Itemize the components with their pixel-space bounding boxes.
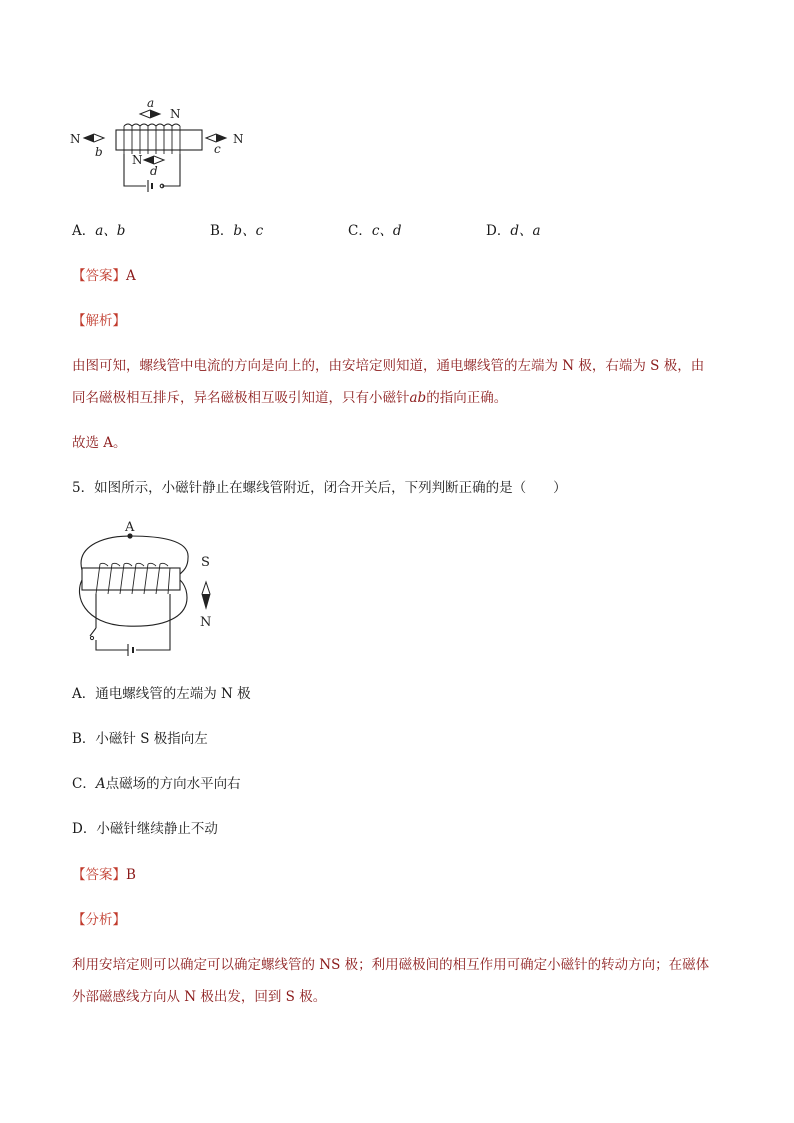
- switch-contact: [90, 636, 93, 639]
- label-d: d: [150, 164, 158, 178]
- compass-c: [206, 134, 226, 142]
- label-n: N: [200, 615, 212, 630]
- q5-analysis-tag: 【分析】: [72, 912, 126, 928]
- answer-tag: 【答案】: [72, 867, 126, 883]
- figure-solenoid-field: [70, 518, 230, 660]
- q5-answer: [72, 865, 136, 885]
- q4-option-b[interactable]: B．b、c: [210, 223, 264, 239]
- wire-right: [162, 154, 180, 186]
- q5-analysis-line1: 利用安培定则可以确定可以确定螺线管的 NS 极；利用磁极间的相互作用可确定小磁针的转动方向；在磁体: [72, 957, 710, 973]
- compass-b: [84, 134, 104, 142]
- label-n-left: N: [70, 132, 81, 146]
- label-n-top: N: [170, 107, 181, 121]
- answer-value: B: [126, 867, 136, 883]
- label-c: c: [214, 142, 221, 156]
- q4-option-a[interactable]: A．a、b: [72, 223, 126, 239]
- q5-option-b[interactable]: B．小磁针 S 极指向左: [72, 731, 208, 747]
- q4-analysis-line2: 同名磁极相互排斥，异名磁极相互吸引知道，只有小磁针ab的指向正确。: [72, 390, 508, 406]
- q4-conclusion: 故选 A。: [72, 435, 127, 451]
- q4-analysis-tag: 【解析】: [72, 313, 126, 329]
- compass-needle: [202, 582, 210, 608]
- q4-option-c[interactable]: C．c、d: [348, 223, 402, 239]
- q5-analysis-line2: 外部磁感线方向从 N 极出发，回到 S 极。: [72, 989, 327, 1005]
- compass-a: [140, 110, 160, 118]
- solenoid-core: [116, 130, 202, 150]
- label-a-point: A: [125, 520, 135, 535]
- q4-analysis-line1: 由图可知，螺线管中电流的方向是向上的，由安培定则知道，通电螺线管的左端为 N 极，右端为 S 极，由: [72, 358, 705, 374]
- q5-stem: 5．如图所示，小磁针静止在螺线管附近，闭合开关后，下列判断正确的是（ ）: [72, 480, 567, 496]
- compass-d: [144, 156, 164, 164]
- label-s: S: [201, 555, 210, 570]
- q4-answer: [72, 266, 136, 286]
- q4-option-d[interactable]: D．d、a: [486, 223, 541, 239]
- figure-solenoid-compasses: [66, 96, 256, 192]
- answer-value: A: [126, 268, 136, 284]
- label-n-right: N: [233, 132, 244, 146]
- q5-option-d[interactable]: D．小磁针继续静止不动: [72, 821, 218, 837]
- q5-option-a[interactable]: A．通电螺线管的左端为 N 极: [72, 686, 251, 702]
- switch-blade: [90, 628, 96, 636]
- wire-left-bottom: [96, 640, 128, 650]
- label-b: b: [95, 145, 103, 159]
- label-a: a: [147, 96, 155, 110]
- label-n-bottom: N: [132, 153, 143, 167]
- q5-option-c[interactable]: C．A点磁场的方向水平向右: [72, 776, 241, 792]
- answer-tag: 【答案】: [72, 268, 126, 284]
